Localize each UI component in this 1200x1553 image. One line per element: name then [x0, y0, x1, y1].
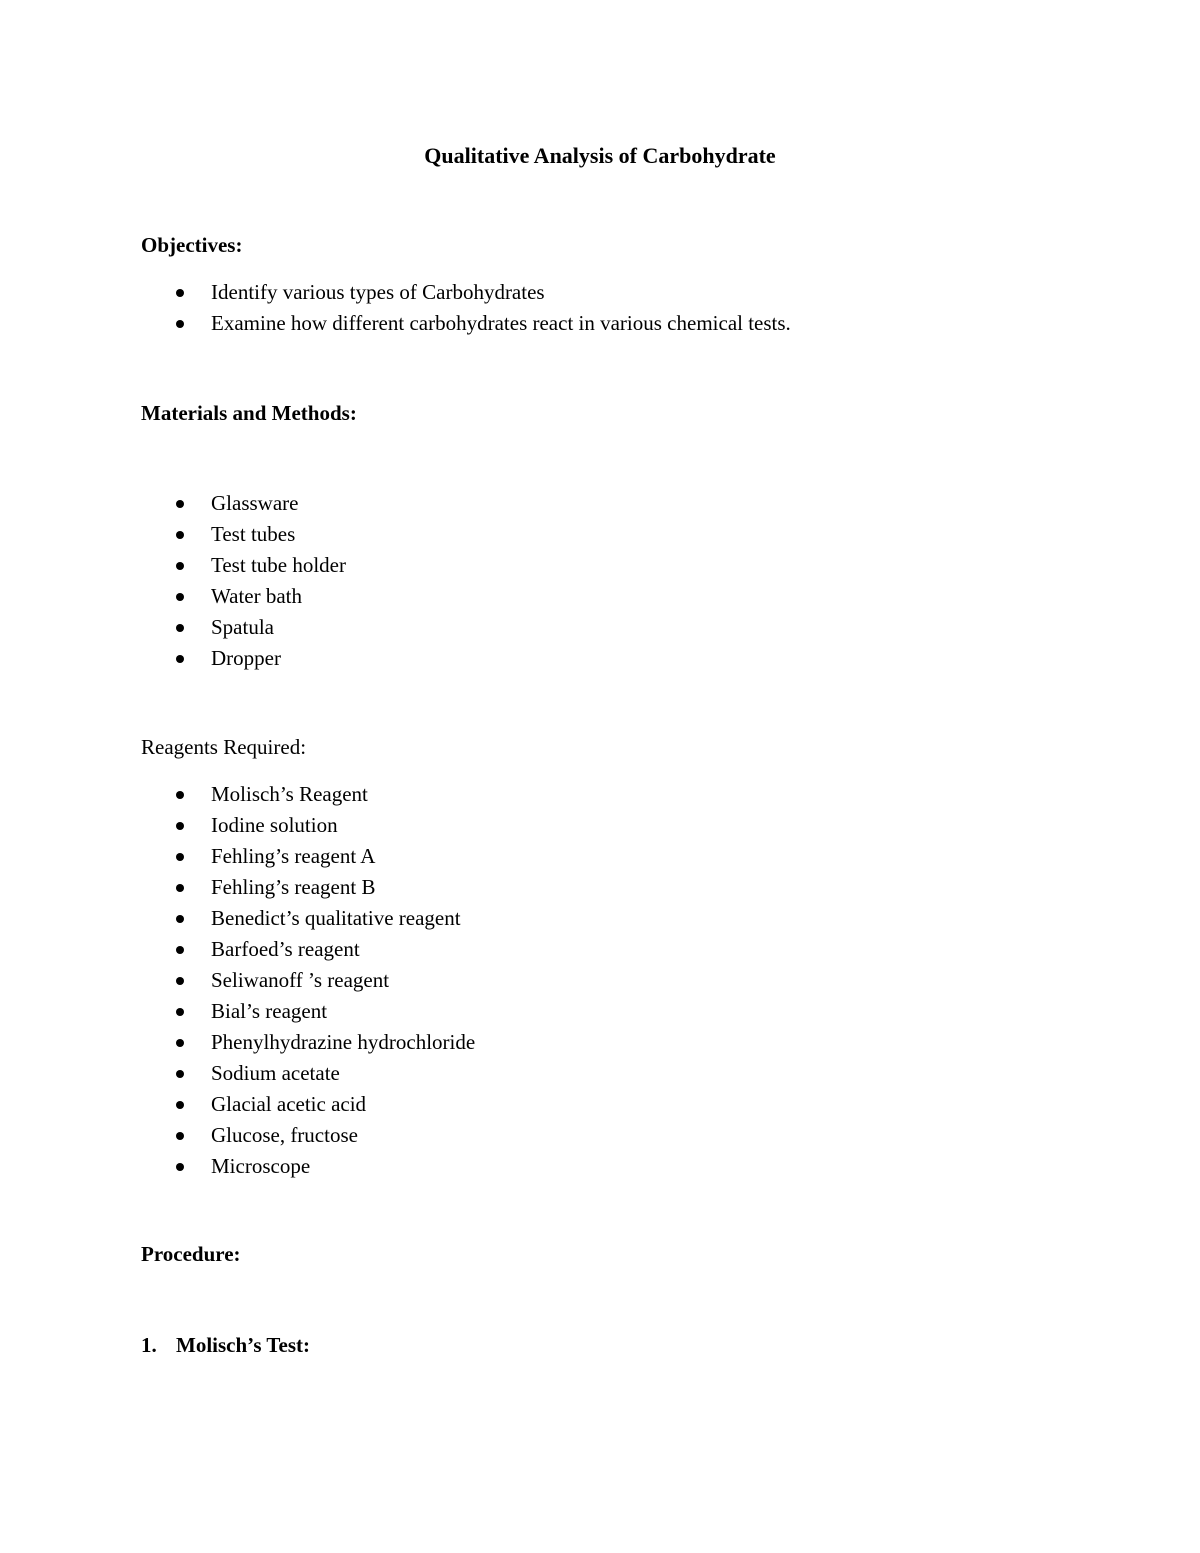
bullet-icon: [176, 791, 184, 799]
bullet-icon: [176, 1101, 184, 1109]
materials-heading: Materials and Methods:: [141, 401, 357, 425]
objectives-heading: Objectives:: [141, 233, 243, 257]
reagents-heading: Reagents Required:: [141, 735, 307, 759]
bullet-icon: [176, 531, 184, 539]
bullet-icon: [176, 1008, 184, 1016]
bullet-icon: [176, 915, 184, 923]
procedure-step: [141, 1331, 310, 1359]
bullet-icon: [176, 289, 184, 297]
bullet-icon: [176, 977, 184, 985]
document-page: Qualitative Analysis of Carbohydrate Objectives: Identify various types of Carbohydrates Examine how different carbohydrates react in various chemical tests. Materials and Methods: Glassware Test tubes Test tube holder Water bath Spatula Dropper Reagents Required: Molisch’s Reagent Iodine solution Fehling’s reagent A Fehling’s reagent B Benedict’s qualitative reagent Barfoed’s reagent Seliwanoff ’s reagent Bial’s reagent Phenylhydrazine hydrochloride Sodium acetate Glacial acetic acid Glucose, fructose Microscope Procedure: 1. Molisch’s Test:: [0, 0, 1200, 1553]
bullet-icon: [176, 822, 184, 830]
bullet-icon: [176, 946, 184, 954]
procedure-heading: Procedure:: [141, 1242, 241, 1266]
bullet-icon: [176, 1163, 184, 1171]
step-title: Molisch’s Test:: [176, 1333, 310, 1357]
bullet-icon: [176, 1132, 184, 1140]
bullet-icon: [176, 500, 184, 508]
bullet-icon: [176, 562, 184, 570]
bullet-icon: [176, 320, 184, 328]
document-title: Qualitative Analysis of Carbohydrate: [424, 143, 776, 168]
step-number: 1.: [141, 1333, 157, 1357]
bullet-icon: [176, 853, 184, 861]
bullet-icon: [176, 655, 184, 663]
bullet-icon: [176, 884, 184, 892]
bullet-icon: [176, 1070, 184, 1078]
bullet-icon: [176, 624, 184, 632]
bullet-icon: [176, 1039, 184, 1047]
bullet-icon: [176, 593, 184, 601]
